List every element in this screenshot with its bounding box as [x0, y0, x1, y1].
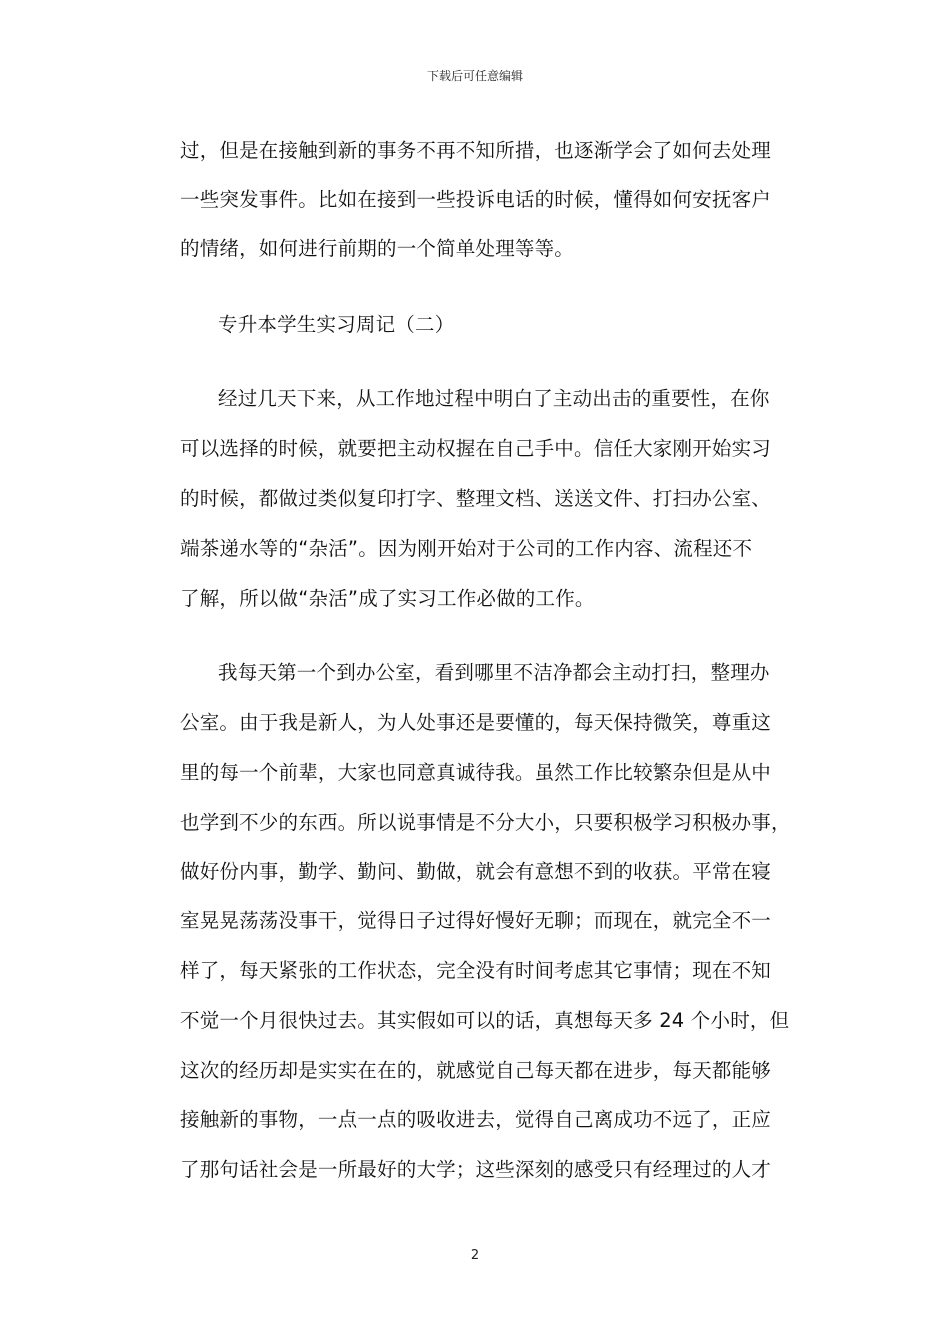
body-line: 样了，每天紧张的工作状态，完全没有时间考虑其它事情；现在不知 — [180, 959, 772, 982]
page-number: 2 — [470, 1248, 480, 1263]
body-line: 这次的经历却是实实在在的，就感觉自己每天都在进步，每天都能够 — [180, 1059, 772, 1082]
section-title: 专升本学生实习周记（二） — [218, 313, 455, 336]
body-line: 经过几天下来，从工作地过程中明白了主动出击的重要性，在你 — [218, 387, 770, 410]
body-line: 了解，所以做“杂活”成了实习工作必做的工作。 — [180, 587, 595, 610]
body-line: 室晃晃荡荡没事干，觉得日子过得好慢好无聊；而现在，就完全不一 — [180, 909, 772, 932]
body-line: 也学到不少的东西。所以说事情是不分大小，只要积极学习积极办事， — [180, 811, 791, 834]
header-note: 下载后可任意编辑 — [426, 69, 523, 83]
body-line: 不觉一个月很快过去。其实假如可以的话，真想每天多 24 个小时，但 — [180, 1009, 790, 1032]
body-line: 一些突发事件。比如在接到一些投诉电话的时候，懂得如何安抚客户 — [180, 188, 772, 211]
body-line: 里的每一个前辈，大家也同意真诚待我。虽然工作比较繁杂但是从中 — [180, 761, 772, 784]
body-line: 接触新的事物，一点一点的吸收进去，觉得自己离成功不远了，正应 — [180, 1108, 772, 1131]
body-line: 做好份内事，勤学、勤问、勤做，就会有意想不到的收获。平常在寝 — [180, 860, 772, 883]
body-line: 公室。由于我是新人，为人处事还是要懂的，每天保持微笑，尊重这 — [180, 711, 772, 734]
body-line: 的时候，都做过类似复印打字、整理文档、送送文件、打扫办公室、 — [180, 487, 772, 510]
body-line: 可以选择的时候，就要把主动权握在自己手中。信任大家刚开始实习 — [180, 437, 772, 460]
body-line: 的情绪，如何进行前期的一个简单处理等等。 — [180, 237, 575, 260]
body-line: 了那句话社会是一所最好的大学；这些深刻的感受只有经理过的人才 — [180, 1158, 772, 1181]
body-line: 过，但是在接触到新的事务不再不知所措，也逐渐学会了如何去处理 — [180, 139, 772, 162]
body-line: 我每天第一个到办公室，看到哪里不洁净都会主动打扫，整理办 — [218, 661, 770, 684]
body-line: 端茶递水等的“杂活”。因为刚开始对于公司的工作内容、流程还不 — [180, 537, 753, 560]
